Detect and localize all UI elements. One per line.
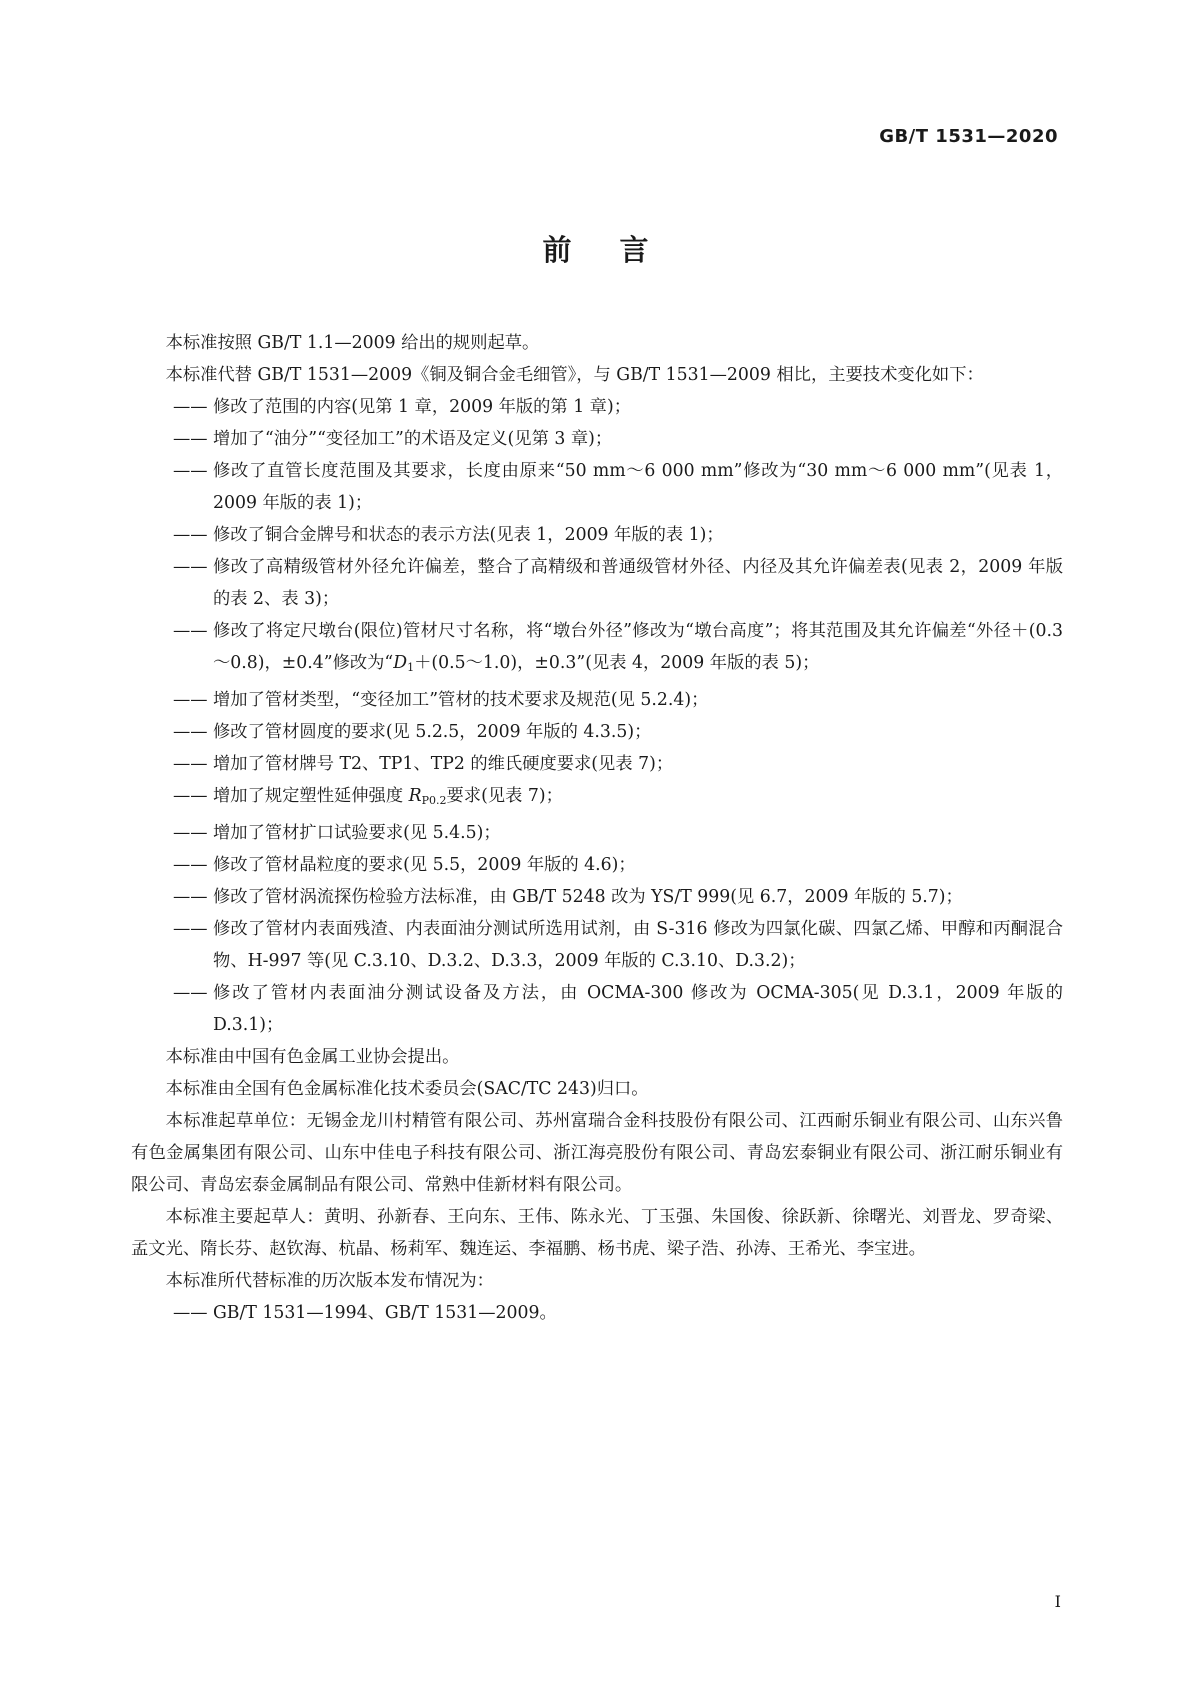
list-item <box>131 519 1063 551</box>
dash-marker: —— <box>173 621 208 641</box>
math-subscript: P0.2 <box>421 794 447 807</box>
standard-code: GB/T 1531—2020 <box>879 126 1058 147</box>
list-item-text: 修改了管材圆度的要求(见 5.2.5，2009 年版的 4.3.5)； <box>213 722 652 742</box>
dash-marker: —— <box>173 887 208 907</box>
document-body <box>131 327 1063 1329</box>
list-item-text: 修改了范围的内容(见第 1 章，2009 年版的第 1 章)； <box>213 397 631 417</box>
list-item <box>131 748 1063 780</box>
dash-marker: —— <box>173 525 208 545</box>
list-item <box>131 684 1063 716</box>
list-item-text-tail: 要求(见表 7)； <box>446 786 563 806</box>
dash-marker: —— <box>173 919 208 939</box>
list-item <box>131 391 1063 423</box>
list-item <box>131 716 1063 748</box>
list-item-text-tail: ＋(0.5～1.0)，±0.3”(见表 4，2009 年版的表 5)； <box>414 653 820 673</box>
paragraph: 本标准由全国有色金属标准化技术委员会(SAC/TC 243)归口。 <box>165 1079 649 1099</box>
list-item-text: 修改了管材内表面残渣、内表面油分测试所选用试剂，由 S-316 修改为四氯化碳、四氯乙烯、甲醇和丙酮混合物、H-997 等(见 C.3.10、D.3.2、D.3.3，2009 年版的 C.3.10、D.3.2)； <box>213 919 1063 971</box>
math-subscript: 1 <box>407 661 415 674</box>
list-item-text: 修改了管材内表面油分测试设备及方法，由 OCMA-300 修改为 OCMA-305(见 D.3.1，2009 年版的 D.3.1)； <box>213 983 1063 1035</box>
list-item <box>131 913 1063 977</box>
dash-marker: —— <box>173 754 208 774</box>
dash-marker: —— <box>173 429 208 449</box>
paragraph: 本标准起草单位：无锡金龙川村精管有限公司、苏州富瑞合金科技股份有限公司、江西耐乐铜业有限公司、山东兴鲁有色金属集团有限公司、山东中佳电子科技有限公司、浙江海亮股份有限公司、青岛宏泰铜业有限公司、浙江耐乐铜业有限公司、青岛宏泰金属制品有限公司、常熟中佳新材料有限公司。 <box>131 1111 1063 1195</box>
paragraph: 本标准所代替标准的历次版本发布情况为： <box>165 1271 494 1291</box>
dash-marker: —— <box>173 1303 208 1323</box>
page-title: 前言 <box>542 233 697 267</box>
dash-marker: —— <box>173 557 208 577</box>
list-item <box>131 881 1063 913</box>
paragraph: 本标准主要起草人：黄明、孙新春、王向东、王伟、陈永光、丁玉强、朱国俊、徐跃新、徐曙光、刘晋龙、罗奇梁、孟文光、隋长芬、赵钦海、杭晶、杨莉军、魏连运、李福鹏、杨书虎、梁子浩、孙涛、王希光、李宝进。 <box>131 1207 1063 1259</box>
dash-marker: —— <box>173 690 208 710</box>
list-item-text: 增加了管材扩口试验要求(见 5.4.5)； <box>213 823 501 843</box>
list-item <box>131 455 1063 519</box>
list-item-text: 修改了直管长度范围及其要求，长度由原来“50 mm～6 000 mm”修改为“30 mm～6 000 mm”(见表 1，2009 年版的表 1)； <box>213 461 1063 513</box>
list-item <box>131 615 1063 684</box>
list-item-text: 修改了管材晶粒度的要求(见 5.5，2009 年版的 4.6)； <box>213 855 636 875</box>
dash-marker: —— <box>173 722 208 742</box>
list-item-text: 修改了高精级管材外径允许偏差，整合了高精级和普通级管材外径、内径及其允许偏差表(见表 2，2009 年版的表 2、表 3)； <box>213 557 1063 609</box>
list-item-text: 修改了将定尺墩台(限位)管材尺寸名称，将“墩台外径”修改为“墩台高度”；将其范围及其允许偏差“外径＋(0.3～0.8)，±0.4”修改为“ <box>213 621 1063 673</box>
dash-marker: —— <box>173 461 208 481</box>
list-item <box>131 849 1063 881</box>
list-item-text: 增加了规定塑性延伸强度 <box>213 786 409 806</box>
dash-marker: —— <box>173 983 208 1003</box>
list-item-text: 修改了铜合金牌号和状态的表示方法(见表 1，2009 年版的表 1)； <box>213 525 724 545</box>
dash-marker: —— <box>173 823 208 843</box>
paragraph: 本标准由中国有色金属工业协会提出。 <box>165 1047 460 1067</box>
list-item-text: 修改了管材涡流探伤检验方法标准，由 GB/T 5248 改为 YS/T 999(见 6.7，2009 年版的 5.7)； <box>213 887 963 907</box>
dash-marker: —— <box>173 855 208 875</box>
paragraph: 本标准按照 GB/T 1.1—2009 给出的规则起草。 <box>165 333 540 353</box>
list-item-text: 增加了管材类型，“变径加工”管材的技术要求及规范(见 5.2.4)； <box>213 690 709 710</box>
list-item <box>131 780 1063 817</box>
list-item <box>131 817 1063 849</box>
paragraph: 本标准代替 GB/T 1531—2009《铜及铜合金毛细管》，与 GB/T 1531—2009 相比，主要技术变化如下： <box>165 365 984 385</box>
list-item <box>131 1297 1063 1329</box>
math-symbol: R <box>408 786 422 806</box>
list-item <box>131 551 1063 615</box>
page-number: I <box>1054 1592 1061 1611</box>
dash-marker: —— <box>173 786 208 806</box>
math-symbol: D <box>393 653 408 673</box>
list-item <box>131 977 1063 1041</box>
list-item-text: 增加了“油分”“变径加工”的术语及定义(见第 3 章)； <box>213 429 613 449</box>
list-item-text: 增加了管材牌号 T2、TP1、TP2 的维氏硬度要求(见表 7)； <box>213 754 674 774</box>
dash-marker: —— <box>173 397 208 417</box>
list-item-text: GB/T 1531—1994、GB/T 1531—2009。 <box>213 1303 557 1323</box>
list-item <box>131 423 1063 455</box>
